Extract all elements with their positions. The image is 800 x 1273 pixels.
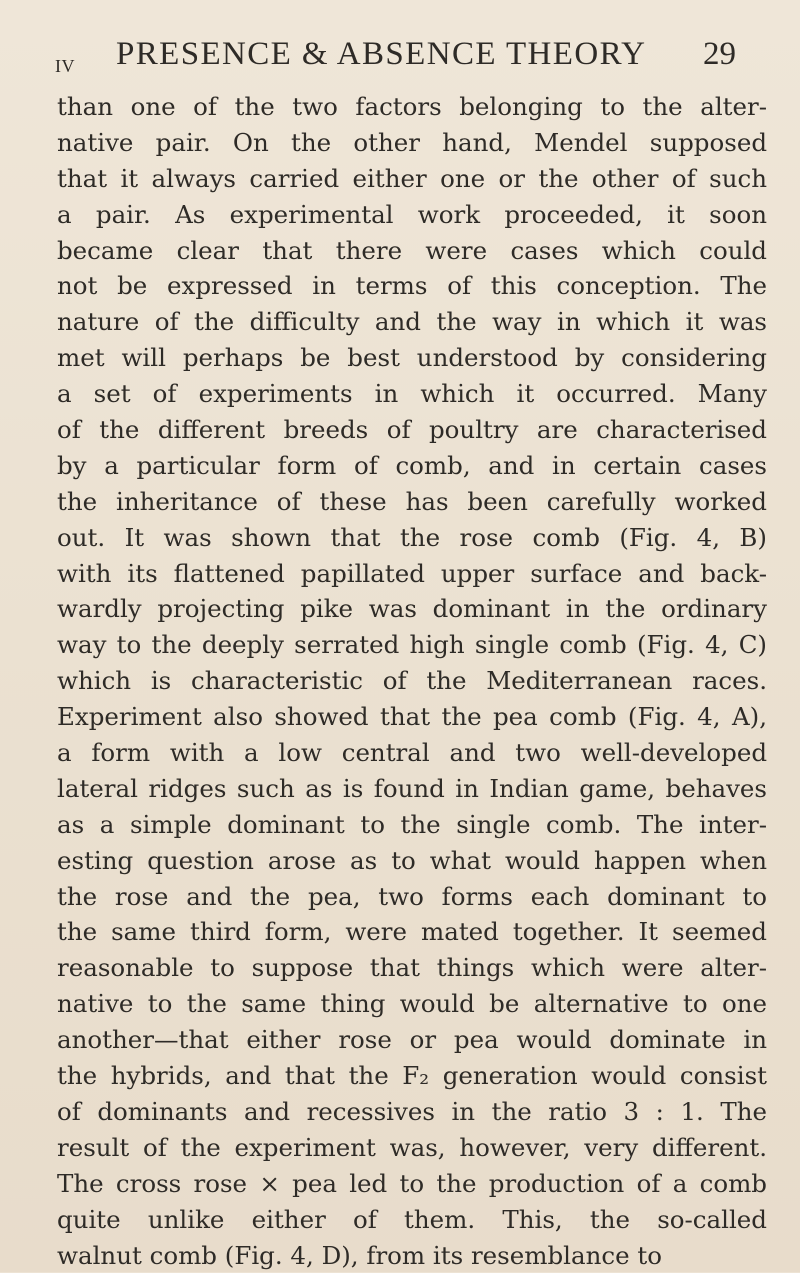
running-title: PRESENCE & ABSENCE THEORY (116, 36, 646, 73)
text-line: nature of the difficulty and the way in which it was (57, 304, 767, 340)
text-line: not be expressed in terms of this conception. The (57, 268, 767, 304)
text-line: the rose and the pea, two forms each dominant to (57, 879, 767, 915)
text-line: than one of the two factors belonging to the alter- (57, 89, 767, 125)
text-line: way to the deeply serrated high single comb (Fig. 4, C) (57, 627, 767, 663)
chapter-number: IV (55, 56, 75, 77)
text-line: with its flattened papillated upper surface and back- (57, 556, 767, 592)
text-line: which is characteristic of the Mediterranean races. (57, 663, 767, 699)
text-line: by a particular form of comb, and in certain cases (57, 448, 767, 484)
text-line: a pair. As experimental work proceeded, it soon (57, 197, 767, 233)
text-line: of the different breeds of poultry are characterised (57, 412, 767, 448)
page-number: 29 (703, 36, 736, 73)
text-line: native to the same thing would be alternative to one (57, 986, 767, 1022)
text-line: the hybrids, and that the F₂ generation would consist (57, 1058, 767, 1094)
text-line: another—that either rose or pea would dominate in (57, 1022, 767, 1058)
text-line: lateral ridges such as is found in Indian game, behaves (57, 771, 767, 807)
body-text (57, 89, 767, 1273)
text-line: a set of experiments in which it occurred. Many (57, 376, 767, 412)
text-line: walnut comb (Fig. 4, D), from its resemblance to (57, 1238, 767, 1273)
text-line: a form with a low central and two well-developed (57, 735, 767, 771)
text-line: Experiment also showed that the pea comb (Fig. 4, A), (57, 699, 767, 735)
text-line: reasonable to suppose that things which were alter- (57, 950, 767, 986)
text-line: quite unlike either of them. This, the so-called (57, 1202, 767, 1238)
text-line: the same third form, were mated together. It seemed (57, 914, 767, 950)
text-line: of dominants and recessives in the ratio 3 : 1. The (57, 1094, 767, 1130)
text-line: met will perhaps be best understood by considering (57, 340, 767, 376)
text-line: native pair. On the other hand, Mendel supposed (57, 125, 767, 161)
text-line: wardly projecting pike was dominant in the ordinary (57, 591, 767, 627)
text-line: became clear that there were cases which could (57, 233, 767, 269)
text-line: esting question arose as to what would happen when (57, 843, 767, 879)
text-line: that it always carried either one or the other of such (57, 161, 767, 197)
text-line: The cross rose × pea led to the production of a comb (57, 1166, 767, 1202)
text-line: out. It was shown that the rose comb (Fig. 4, B) (57, 520, 767, 556)
text-line: result of the experiment was, however, very different. (57, 1130, 767, 1166)
text-line: as a simple dominant to the single comb. The inter- (57, 807, 767, 843)
text-line: the inheritance of these has been carefully worked (57, 484, 767, 520)
running-header (0, 36, 800, 80)
